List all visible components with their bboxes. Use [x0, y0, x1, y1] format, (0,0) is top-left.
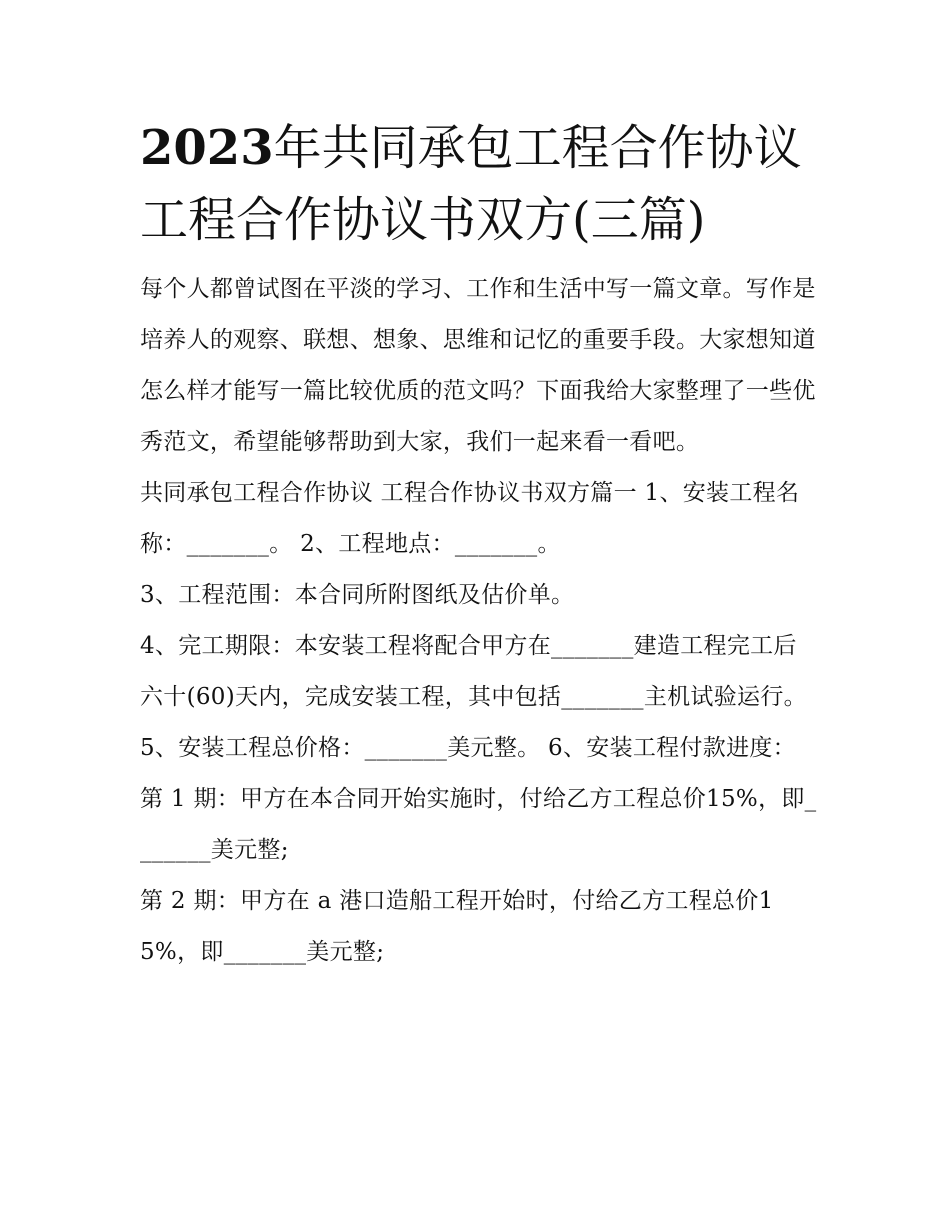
document-body — [140, 264, 820, 978]
clause-5-6-paragraph: 5、安装工程总价格：_______美元整。 6、安装工程付款进度： 第 1 期：甲方在本合同开始实施时，付给乙方工程总价15%，即_______美元整; — [140, 735, 817, 863]
document-title — [140, 112, 820, 256]
document-page — [140, 112, 820, 978]
clause-3-paragraph: 3、工程范围：本合同所附图纸及估价单。 — [140, 582, 575, 608]
payment-phase-2-paragraph: 第 2 期：甲方在 a 港口造船工程开始时，付给乙方工程总价15%，即_______美元整; — [140, 888, 774, 965]
title-year: 2023 — [140, 120, 274, 176]
title-line1-text: 年共同承包工程合作协议 — [273, 120, 802, 176]
clause-4-paragraph: 4、完工期限：本安装工程将配合甲方在_______建造工程完工后六十(60)天内，完成安装工程，其中包括_______主机试验运行。 — [140, 633, 807, 710]
clause-1-2-paragraph: 共同承包工程合作协议 工程合作协议书双方篇一 1、安装工程名称：_______。 2、工程地点：_______。 — [140, 480, 800, 557]
intro-paragraph: 每个人都曾试图在平淡的学习、工作和生活中写一篇文章。写作是培养人的观察、联想、想象、思维和记忆的重要手段。大家想知道怎么样才能写一篇比较优质的范文吗？下面我给大家整理了一些优秀范文，希望能够帮助到大家，我们一起来看一看吧。 — [140, 276, 816, 455]
title-line2-text: 工程合作协议书双方(三篇) — [140, 192, 706, 248]
